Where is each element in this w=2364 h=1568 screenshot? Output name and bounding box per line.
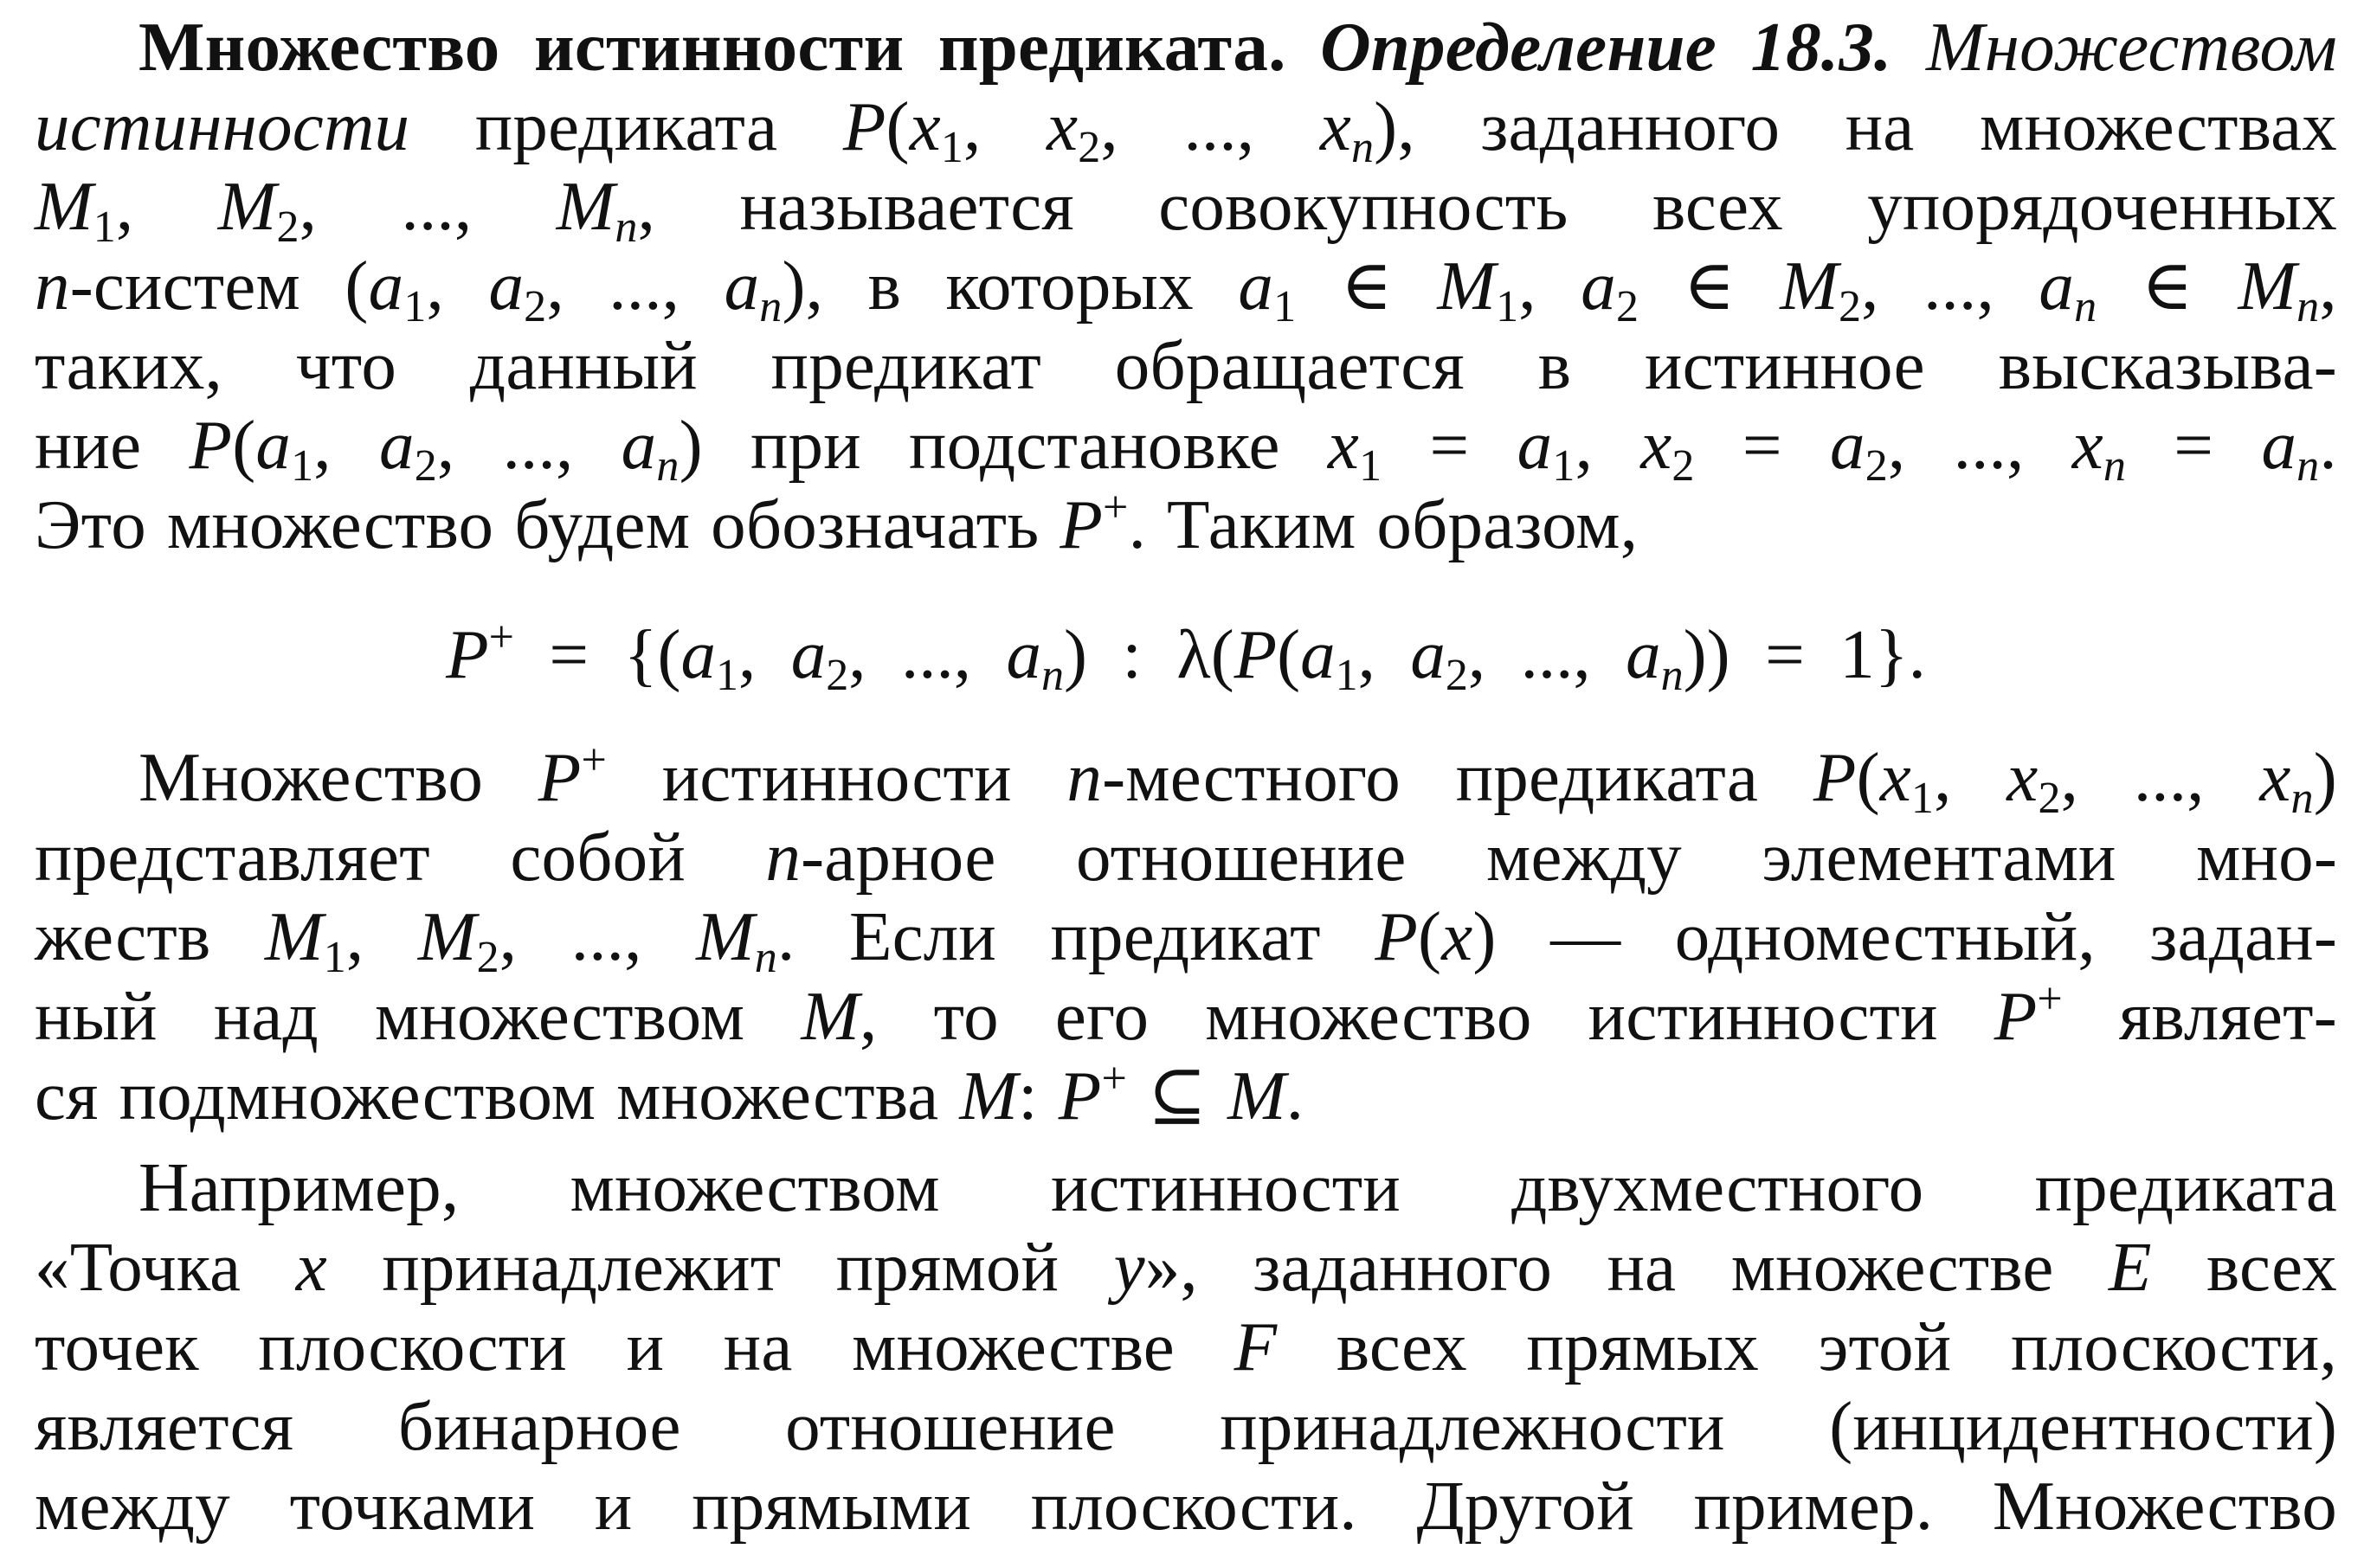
text-line: жеств $M_1$, $M_2$, ..., $M_n$. Если предикат P(x) — одноместный, задан- <box>35 897 2337 982</box>
text-line: Это множество будем обозначать P+. Таким образом, <box>35 483 1639 563</box>
text-line: Например, множеством истинности двухместного предиката <box>138 1148 2337 1226</box>
text-line: между точками и прямыми плоскости. Другой пример. Множество <box>35 1467 2337 1545</box>
text-line: ный над множеством M, то его множество истинности P+ являет- <box>35 974 2337 1055</box>
text-line: является бинарное отношение принадлежности (инцидентности) <box>35 1387 2337 1465</box>
text-line: представляет собой n-арное отношение между элементами мно- <box>35 818 2337 896</box>
text-line: ние $P(a_1$, $a_2$, ..., $a_n$) при подстановке $x_1$ = $a_1$, $x_2$ = $a_2$, ..., $x_n$ = $a_n$. <box>35 406 2337 491</box>
text-line: точек плоскости и на множестве F всех прямых этой плоскости, <box>35 1308 2337 1385</box>
text-line: таких, что данный предикат обращается в истинное высказыва- <box>35 326 2337 404</box>
display-formula: $P^+ = \{(a_1$, $a_2$, ..., $a_n$) : $\lambda(P(a_1$, $a_2$, ..., $a_n)) = 1$}. <box>446 613 1926 700</box>
text-line: «Точка x принадлежит прямой y», заданного на множестве E всех <box>35 1228 2337 1306</box>
text-line: Множество P+ истинности n-местного предиката $P(x_1$, $x_2$, ..., $x_n$) <box>138 736 2337 823</box>
text-line: $M_1$, $M_2$, ..., $M_n$, называется совокупность всех упорядоченных <box>35 167 2337 252</box>
text-line: n-систем ($a_1$, $a_2$, ..., $a_n$), в которых $a_1$ ∈ $M_1$, $a_2$ ∈ $M_2$, ..., $a_n$ ∈ $M_n$, <box>35 247 2337 331</box>
text-line: Множество истинности предиката. Определение 18.3. Множеством <box>138 8 2337 86</box>
text-line: истинности предиката $P(x_1$, $x_2$, ..., $x_n$), заданного на множествах <box>35 87 2337 172</box>
text-line: ся подмножеством множества M: P+ ⊆ M. <box>35 1054 1304 1134</box>
